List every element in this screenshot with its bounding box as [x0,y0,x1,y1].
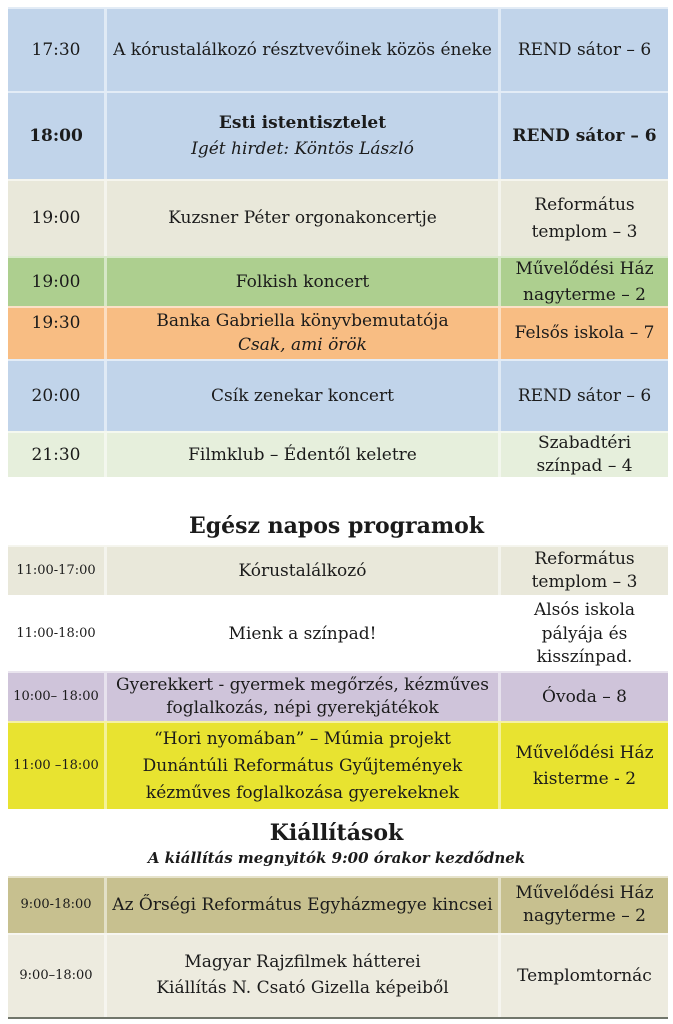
event-line: Banka Gabriella könyvbemutatója [156,310,449,331]
location-line: REND sátor – 6 [517,385,652,406]
location-cell [501,597,668,671]
event-line: Filmklub – Édentől keletre [188,444,417,465]
event-line: Igét hirdet: Köntös László [191,139,414,159]
location-line: kisszínpad. [536,647,633,668]
event-line: Csak, ami örök [238,334,367,355]
location-line: Művelődési Ház [515,743,654,764]
event-line: Dunántúli Református Gyűjtemények [142,755,463,776]
location-line: kisterme - 2 [532,769,637,790]
location-line: REND sátor – 6 [517,39,652,60]
section-heading-allday: Egész napos programok [188,513,485,539]
time-cell [8,93,104,179]
location-line: REND sátor – 6 [512,125,657,146]
time-cell [8,361,104,431]
event-line: Magyar Rajzfilmek hátterei [184,952,421,973]
location-line: nagyterme – 2 [523,906,646,927]
time-label: 11:00-17:00 [16,563,96,579]
location-cell [501,93,668,179]
table-row [8,359,668,431]
time-cell [8,935,104,1017]
location-line: Művelődési Ház [515,883,654,904]
table-row [8,91,668,179]
location-cell [501,673,668,721]
event-line: foglalkozás, népi gyerekjátékok [166,698,439,719]
time-label: 20:00 [31,385,81,406]
location-cell [501,9,668,91]
event-line: “Hori nyomában” – Múmia projekt [154,728,451,749]
time-cell [8,433,104,477]
event-cell [104,433,501,477]
time-cell [8,308,104,359]
time-cell [8,597,104,671]
event-line: Kiállítás N. Csató Gizella képeiből [156,977,449,998]
time-cell [8,181,104,256]
location-cell [501,258,668,306]
event-cell [104,93,501,179]
time-cell [8,9,104,91]
event-cell [104,308,501,359]
event-line: Kuzsner Péter orgonakoncertje [168,208,437,229]
schedule-table-exhibitions [8,876,668,1017]
event-line: Kórustalálkozó [238,561,367,582]
event-cell [104,597,501,671]
location-line: színpad – 4 [536,456,633,476]
event-line: Folkish koncert [235,271,370,292]
section-subheading-exhibitions: A kiállítás megnyitók 9:00 órakor kezdődnek [147,848,526,867]
table-row [8,671,668,721]
event-cell [104,935,501,1017]
location-line: pályája és [541,623,628,644]
event-cell [104,361,501,431]
event-line: Mienk a színpad! [228,624,377,645]
time-label: 19:00 [31,208,81,229]
event-line: kézműves foglalkozása gyerekeknek [145,782,460,803]
location-line: nagyterme – 2 [523,285,646,305]
table-row [8,431,668,477]
location-cell [501,935,668,1017]
table-row [8,595,668,671]
event-cell [104,258,501,306]
time-label: 19:30 [31,313,81,333]
time-cell [8,673,104,721]
table-row [8,876,668,933]
table-row [8,306,668,359]
event-line: Esti istentisztelet [218,112,387,133]
event-line: A kórustalálkozó résztvevőinek közös éneke [113,39,492,60]
table-row [8,545,668,595]
time-label: 11:00 –18:00 [13,758,99,774]
event-cell [104,723,501,809]
location-cell [501,181,668,256]
time-label: 10:00– 18:00 [13,689,99,705]
event-line: Gyerekkert - gyermek megőrzés, kézműves [116,675,489,696]
table-row [8,933,668,1017]
section-heading-exhibitions: Kiállítások [269,820,404,847]
time-cell [8,547,104,595]
location-line: Szabadtéri [537,433,632,454]
location-cell [501,308,668,359]
event-cell [104,878,501,933]
location-line: Felsős iskola – 7 [514,323,655,344]
location-line: Templomtornác [517,965,652,986]
time-label: 17:30 [31,39,81,60]
schedule-table-allday [8,545,668,809]
location-line: templom – 3 [531,221,638,242]
time-cell [8,878,104,933]
event-cell [104,181,501,256]
location-line: Óvoda – 8 [542,687,627,708]
event-line: Csík zenekar koncert [211,385,394,406]
time-label: 21:30 [31,444,81,465]
time-label: 18:00 [29,125,83,146]
time-label: 11:00-18:00 [16,626,96,642]
time-label: 9:00-18:00 [20,897,92,913]
location-cell [501,547,668,595]
time-cell [8,723,104,809]
location-line: Alsós iskola [533,599,636,620]
event-cell [104,547,501,595]
location-cell [501,723,668,809]
table-row [8,721,668,809]
table-row [8,7,668,91]
location-cell [501,361,668,431]
location-line: Református [534,195,635,216]
location-cell [501,433,668,477]
time-label: 19:00 [31,271,81,292]
bottom-rule [8,1017,668,1019]
event-cell [104,673,501,721]
time-label: 9:00–18:00 [19,967,93,983]
event-cell [104,9,501,91]
event-line: Az Őrségi Református Egyházmegye kincsei [112,895,493,916]
schedule-table-evening [8,7,668,477]
table-row [8,256,668,306]
location-line: Művelődési Ház [515,258,654,279]
table-row [8,179,668,256]
location-line: templom – 3 [531,572,638,593]
location-cell [501,878,668,933]
location-line: Református [534,549,635,570]
time-cell [8,258,104,306]
